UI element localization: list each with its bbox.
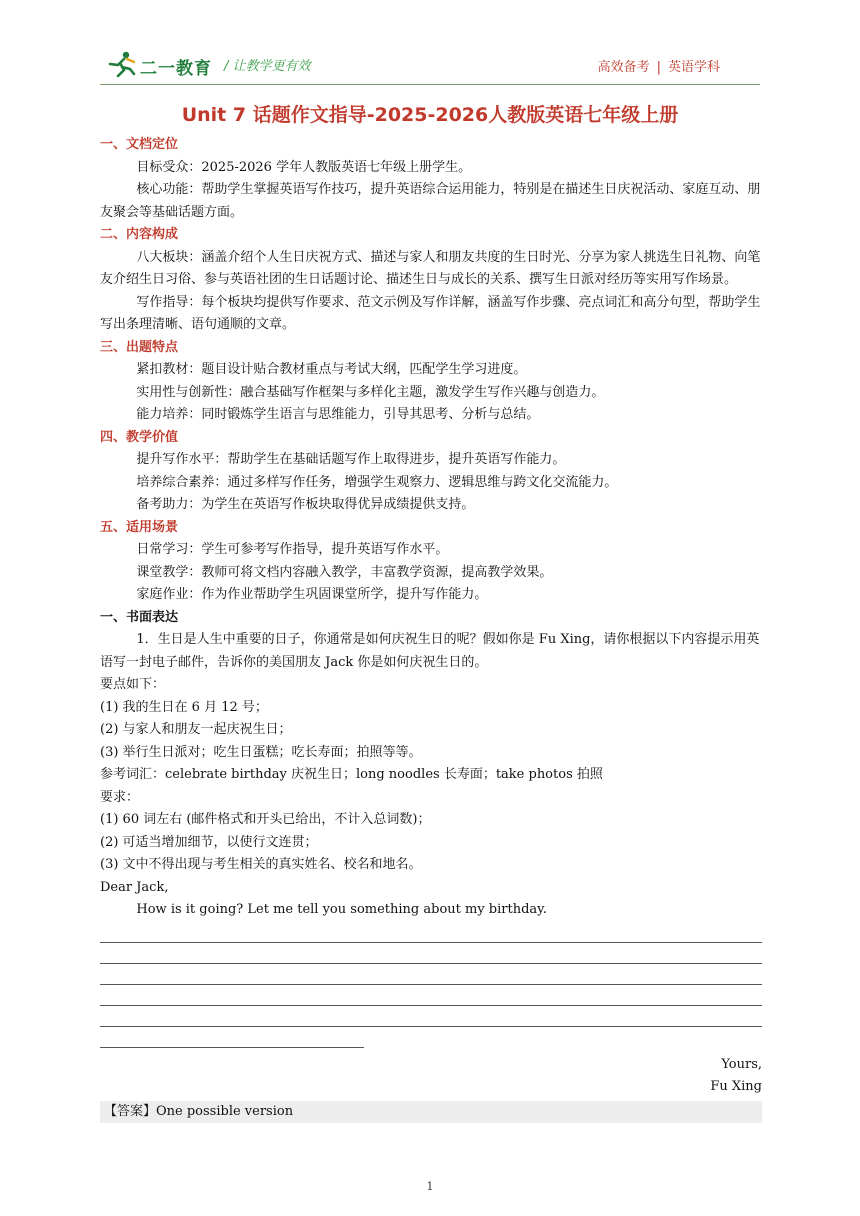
answer-label: 【答案】One possible version bbox=[100, 1101, 762, 1124]
logo bbox=[104, 50, 224, 78]
paragraph: 培养综合素养：通过多样写作任务，增强学生观察力、逻辑思维与跨文化交流能力。 bbox=[136, 474, 618, 490]
slogan: / 让教学更有效 bbox=[224, 59, 311, 74]
writing-line[interactable] bbox=[100, 1006, 762, 1027]
requirements-label: 要求： bbox=[100, 789, 140, 805]
paragraph: 写作指导：每个板块均提供写作要求、范文示例及写作详解，涵盖写作步骤、亮点词汇和高分句型，帮助学生写出条理清晰、语句通顺的文章。 bbox=[100, 294, 761, 332]
document-body bbox=[100, 134, 762, 1123]
header-tag-subject: 英语学科 bbox=[667, 60, 720, 75]
header-tags bbox=[598, 56, 720, 75]
header-divider bbox=[100, 84, 760, 85]
requirement-item: (2) 可适当增加细节，以使行文连贯； bbox=[100, 834, 318, 850]
letter-opening: How is it going? Let me tell you something about my birthday. bbox=[136, 902, 547, 917]
point-item: (3) 举行生日派对；吃生日蛋糕；吃长寿面；拍照等等。 bbox=[100, 744, 422, 760]
paragraph: 八大板块：涵盖介绍个人生日庆祝方式、描述与家人和朋友共度的生日时光、分享为家人挑选生日礼物、向笔友介绍生日习俗、参与英语社团的生日话题讨论、描述生日与成长的关系、撰写生日派对经历等实用写作场景。 bbox=[100, 249, 761, 287]
letter-closing: Yours, bbox=[721, 1056, 762, 1072]
paragraph: 家庭作业：作为作业帮助学生巩固课堂所学，提升写作能力。 bbox=[136, 587, 488, 602]
section-title: 二、内容构成 bbox=[100, 227, 179, 242]
writing-line[interactable] bbox=[100, 943, 762, 964]
task-prompt: 1．生日是人生中重要的日子，你通常是如何庆祝生日的呢？假如你是 Fu Xing，请你根据以下内容提示用英语写一封电子邮件，告诉你的美国朋友 Jack 你是如何庆祝生日的。 bbox=[100, 632, 760, 670]
page-title: Unit 7 话题作文指导-2025-2026人教版英语七年级上册 bbox=[181, 104, 679, 126]
writing-line[interactable] bbox=[100, 964, 762, 985]
vocab-line: 参考词汇：celebrate birthday 庆祝生日；long noodles 长寿面；take photos 拍照 bbox=[100, 767, 603, 782]
paragraph: 紧扣教材：题目设计贴合教材重点与考试大纲，匹配学生学习进度。 bbox=[136, 362, 527, 377]
page-number: 1 bbox=[426, 1180, 434, 1193]
paragraph: 课堂教学：教师可将文档内容融入教学，丰富教学资源，提高教学效果。 bbox=[136, 564, 553, 580]
paragraph: 日常学习：学生可参考写作指导，提升英语写作水平。 bbox=[136, 542, 449, 557]
paragraph: 目标受众：2025-2026 学年人教版英语七年级上册学生。 bbox=[136, 159, 472, 175]
letter-signature: Fu Xing bbox=[710, 1079, 762, 1094]
requirement-item: (3) 文中不得出现与考生相关的真实姓名、校名和地名。 bbox=[100, 857, 422, 872]
point-item: (2) 与家人和朋友一起庆祝生日； bbox=[100, 722, 292, 737]
writing-line[interactable] bbox=[100, 922, 762, 943]
paragraph: 提升写作水平：帮助学生在基础话题写作上取得进步，提升英语写作能力。 bbox=[136, 452, 566, 467]
points-label: 要点如下： bbox=[100, 677, 166, 692]
paragraph: 能力培养：同时锻炼学生语言与思维能力，引导其思考、分析与总结。 bbox=[136, 407, 540, 422]
writing-line[interactable] bbox=[100, 1027, 364, 1048]
paragraph: 核心功能：帮助学生掌握英语写作技巧，提升英语综合运用能力，特别是在描述生日庆祝活动、家庭互动、朋友聚会等基础话题方面。 bbox=[100, 182, 761, 220]
runner-logo-icon bbox=[104, 50, 140, 78]
section-title: 一、文档定位 bbox=[100, 137, 179, 152]
page-header bbox=[100, 46, 762, 82]
section-title: 三、出题特点 bbox=[100, 339, 179, 355]
section-title: 五、适用场景 bbox=[100, 519, 179, 535]
paragraph: 实用性与创新性：融合基础写作框架与多样化主题，激发学生写作兴趣与创造力。 bbox=[136, 384, 605, 400]
logo-text: 二一教育 bbox=[140, 59, 212, 79]
requirement-item: (1) 60 词左右 (邮件格式和开头已给出，不计入总词数)； bbox=[100, 812, 431, 827]
writing-line[interactable] bbox=[100, 985, 762, 1006]
letter-greeting: Dear Jack, bbox=[100, 879, 169, 895]
section-title: 四、教学价值 bbox=[100, 429, 179, 445]
header-separator: | bbox=[656, 60, 661, 75]
paragraph: 备考助力：为学生在英语写作板块取得优异成绩提供支持。 bbox=[136, 497, 475, 512]
header-tag-efficient: 高效备考 bbox=[597, 60, 650, 75]
task-heading: 一、书面表达 bbox=[100, 609, 179, 625]
point-item: (1) 我的生日在 6 月 12 号； bbox=[100, 699, 268, 715]
